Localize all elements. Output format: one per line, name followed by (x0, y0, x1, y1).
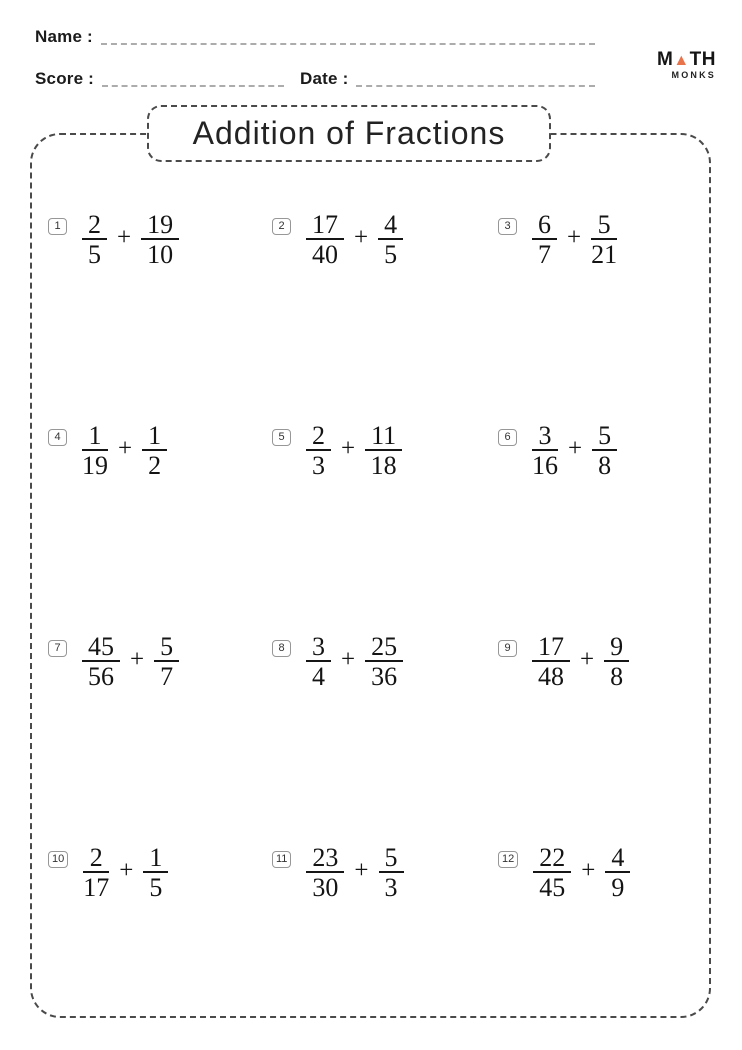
title-box (147, 105, 551, 162)
logo-m: M (657, 49, 674, 70)
name-row (35, 25, 595, 47)
problem-1 (48, 208, 272, 270)
problem-9 (498, 630, 630, 692)
fraction: $\frac{1}{2}$ (142, 423, 167, 478)
plus-operator: + (130, 645, 145, 673)
problem-8 (272, 630, 498, 692)
date-label: Date : (300, 69, 349, 88)
fraction: $\frac{17}{48}$ (532, 634, 570, 689)
problem-5 (272, 419, 498, 481)
problem-10 (48, 841, 272, 903)
logo-th: TH (689, 49, 716, 70)
plus-operator: + (354, 856, 369, 884)
problem-11 (272, 841, 498, 903)
fraction: $\frac{2}{3}$ (306, 423, 331, 478)
plus-operator: + (341, 434, 356, 462)
math-monks-logo (650, 50, 716, 80)
problem-number-badge: 8 (272, 640, 291, 657)
page-title: Addition of Fractions (192, 115, 506, 151)
fraction: $\frac{3}{4}$ (306, 634, 331, 689)
fraction: $\frac{25}{36}$ (365, 634, 403, 689)
plus-operator: + (341, 645, 356, 673)
problem-number-badge: 10 (48, 851, 68, 868)
problem-4 (48, 419, 272, 481)
name-blank-line (101, 25, 595, 45)
problem-number-badge: 7 (48, 640, 67, 657)
problem-number-badge: 9 (498, 640, 517, 657)
problem-number-badge: 3 (498, 218, 517, 235)
problem-3 (498, 208, 630, 270)
score-date-row (35, 67, 595, 89)
fraction: $\frac{5}{3}$ (379, 845, 404, 900)
fraction: $\frac{1}{5}$ (143, 845, 168, 900)
problem-number-badge: 11 (272, 851, 291, 868)
score-blank-line (102, 67, 284, 87)
problem-12 (498, 841, 630, 903)
fraction: $\frac{22}{45}$ (533, 845, 571, 900)
plus-operator: + (117, 223, 132, 251)
fraction: $\frac{5}{8}$ (592, 423, 617, 478)
problem-7 (48, 630, 272, 692)
plus-operator: + (568, 434, 583, 462)
problem-2 (272, 208, 498, 270)
fraction: $\frac{2}{5}$ (82, 212, 107, 267)
logo-top-line (650, 50, 716, 69)
problems-grid (48, 208, 630, 1050)
fraction: $\frac{4}{5}$ (378, 212, 403, 267)
problem-number-badge: 2 (272, 218, 291, 235)
plus-operator: + (580, 645, 595, 673)
problem-number-badge: 4 (48, 429, 67, 446)
fraction: $\frac{2}{17}$ (83, 842, 110, 902)
plus-operator: + (354, 223, 369, 251)
fraction: $\frac{23}{30}$ (306, 845, 344, 900)
fraction: $\frac{3}{16}$ (532, 420, 558, 480)
fraction: $\frac{9}{8}$ (604, 634, 629, 689)
fraction: $\frac{45}{56}$ (82, 634, 120, 689)
name-label: Name : (35, 27, 93, 46)
problem-number-badge: 6 (498, 429, 517, 446)
plus-operator: + (581, 856, 596, 884)
problem-number-badge: 5 (272, 429, 291, 446)
fraction: $\frac{19}{10}$ (141, 212, 179, 267)
triangle-icon: ▲ (673, 52, 690, 69)
plus-operator: + (118, 434, 133, 462)
logo-bottom-line: MONKS (671, 70, 716, 80)
fraction: $\frac{5}{21}$ (591, 209, 618, 269)
date-blank-line (356, 67, 595, 87)
fraction: $\frac{17}{40}$ (306, 212, 344, 267)
fraction: $\frac{1}{19}$ (82, 420, 108, 480)
plus-operator: + (567, 223, 582, 251)
fraction: $\frac{5}{7}$ (154, 634, 179, 689)
problem-6 (498, 419, 630, 481)
plus-operator: + (119, 856, 134, 884)
fraction: $\frac{11}{18}$ (365, 423, 402, 478)
problem-number-badge: 1 (48, 218, 67, 235)
fraction: $\frac{4}{9}$ (605, 845, 630, 900)
score-label: Score : (35, 69, 95, 88)
fraction: $\frac{6}{7}$ (532, 212, 557, 267)
problem-number-badge: 12 (498, 851, 518, 868)
